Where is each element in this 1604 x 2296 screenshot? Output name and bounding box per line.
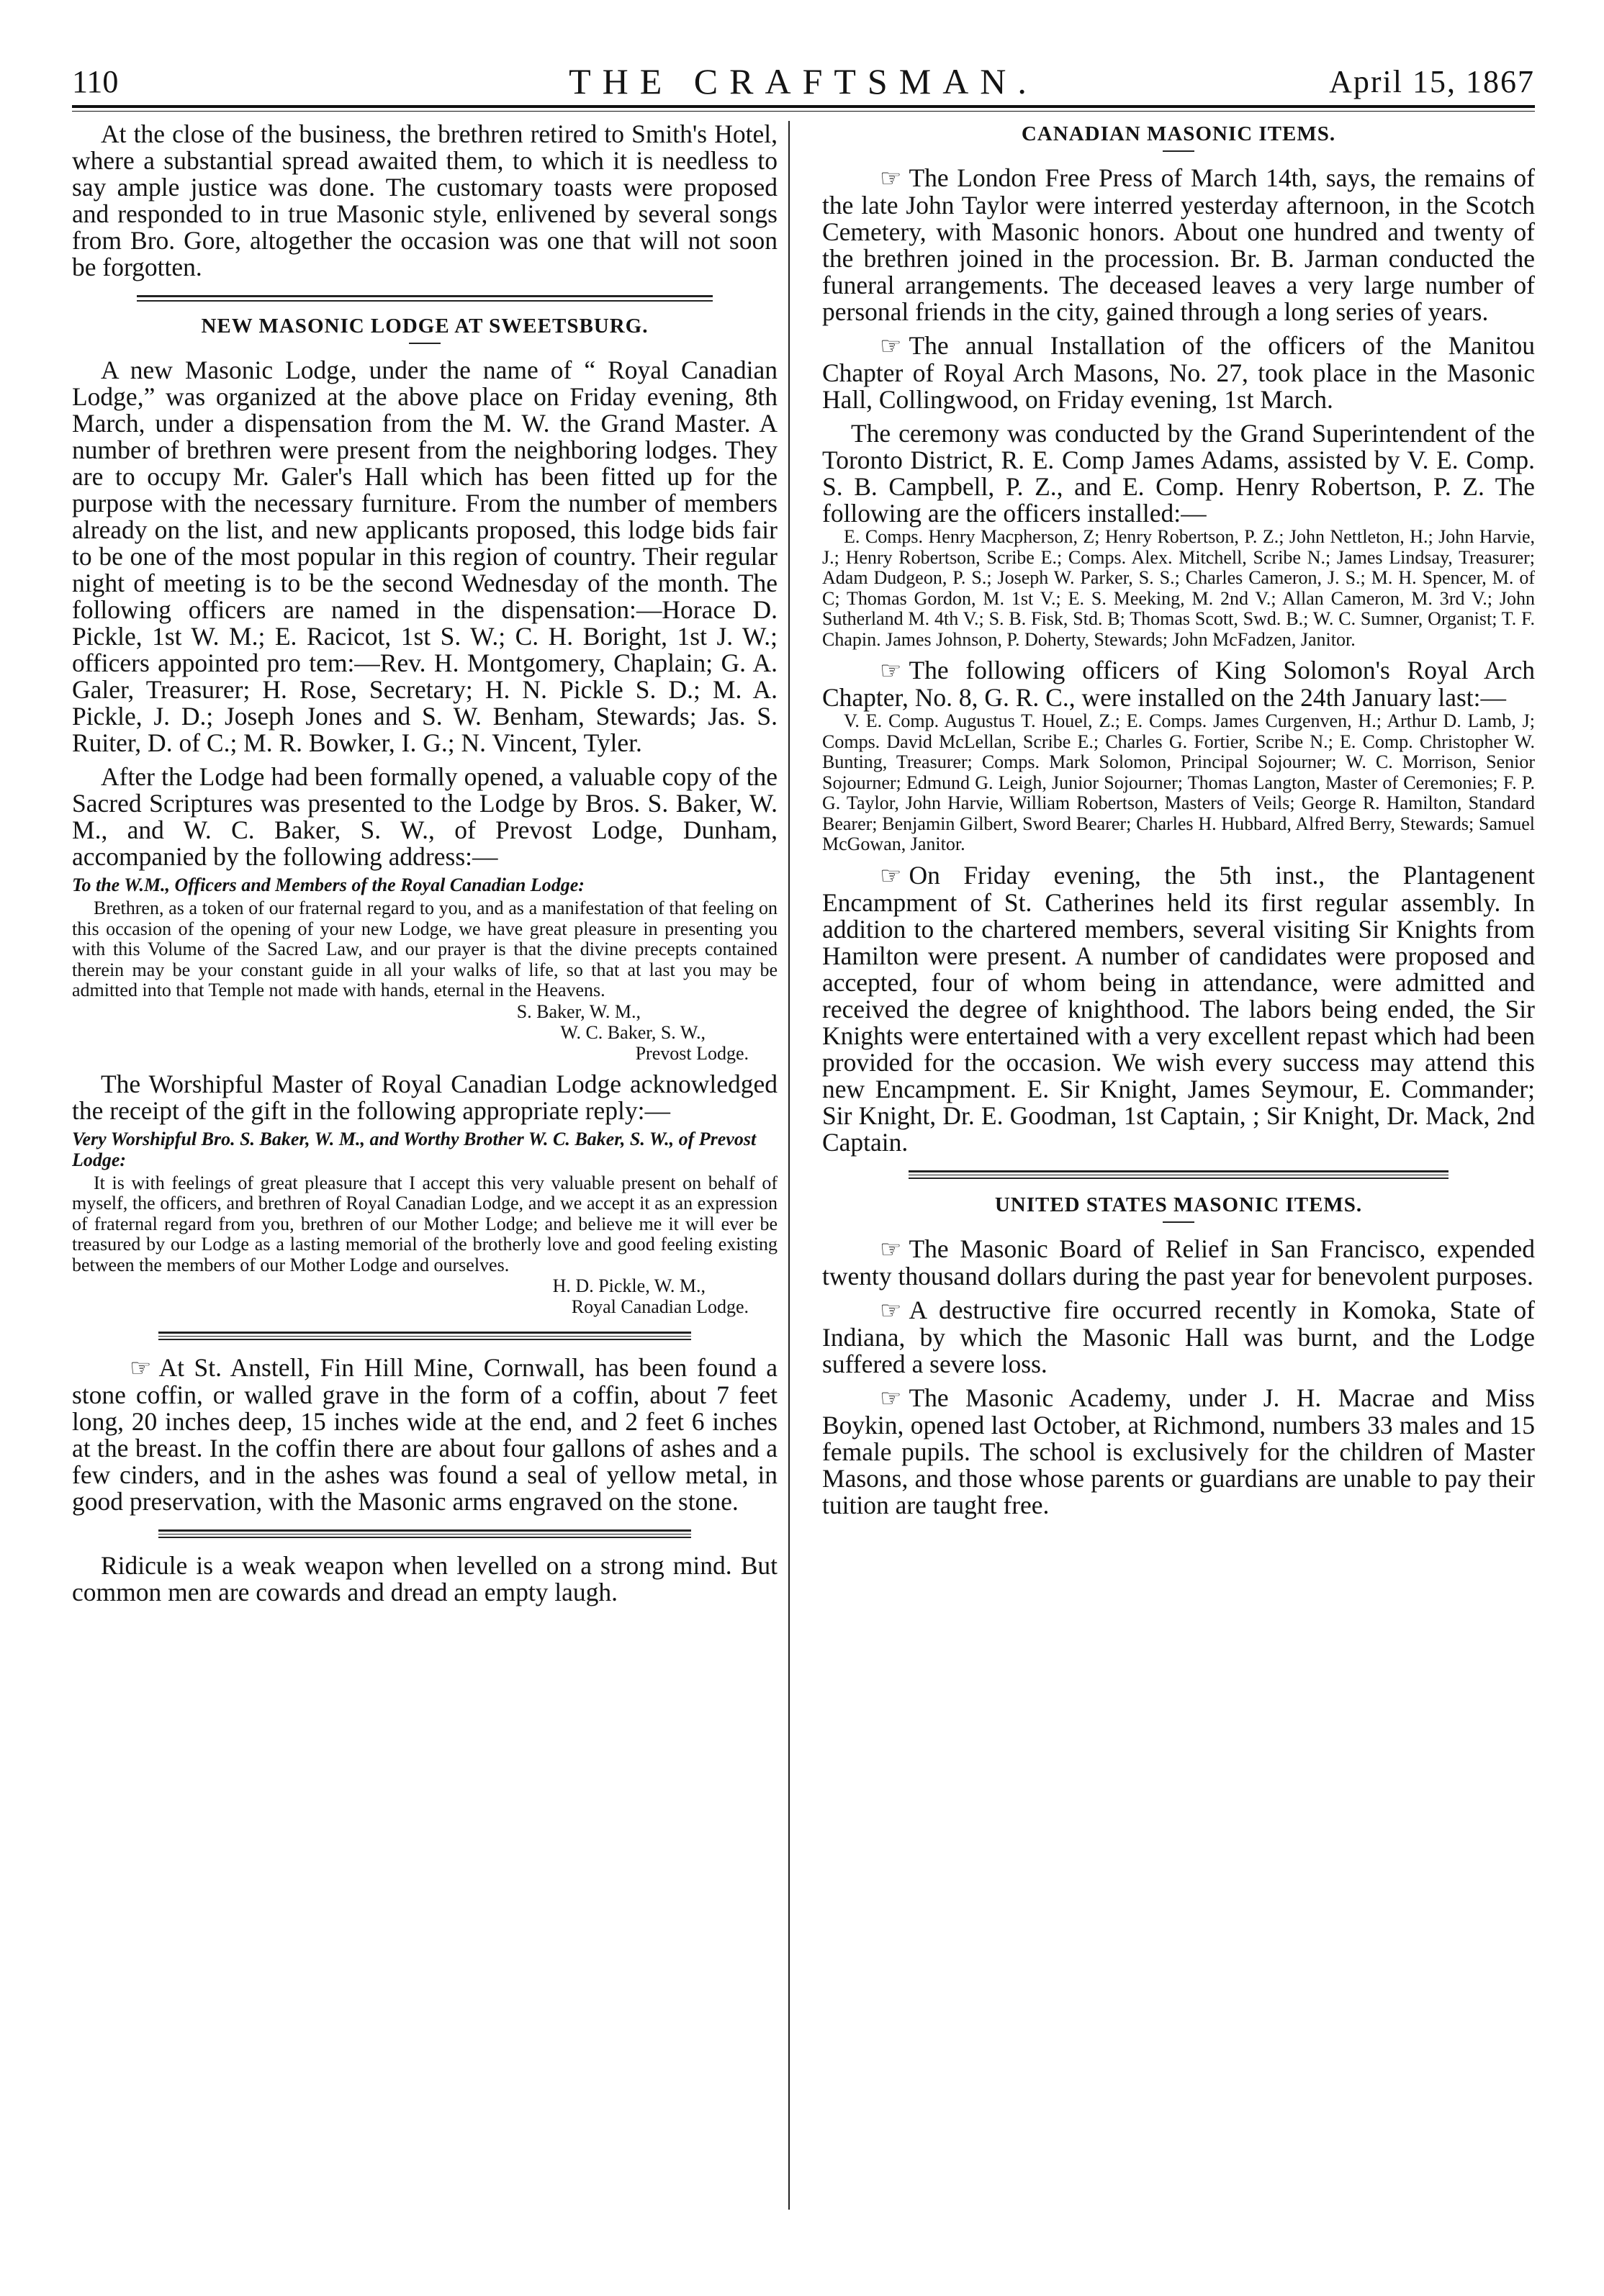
paragraph-stone-coffin: ☞ At St. Anstell, Fin Hill Mine, Cornwall, has been found a stone coffin, or walled grave in the form of a coffin, about 7 feet long, 20 inches deep, 15 inches wide at the end, and 2 feet 6 inches at the breast. In the coffin there are about four gallons of ashes and a few cinders, and in the ashes was found a seal of yellow metal, in good preservation, with the Masonic arms engraved on the stone. xyxy=(72,1353,778,1516)
section-divider xyxy=(158,1332,691,1340)
heading-stub-rule xyxy=(409,343,441,344)
pointing-hand-icon: ☞ xyxy=(880,862,902,890)
signature-line: W. C. Baker, S. W., xyxy=(560,1021,706,1043)
address-body: Brethren, as a token of our fraternal regard to you, and as a manifestation of that feeling on this occasion of the opening of your new Lodge, we have great pleasure in presenting you with this Volume of the Sacred Law, and our prayer is that the divine precepts contained therein may be your constant guide in all your walks of life, so that at last you may be admitted into that Temple not made with hands, eternal in the Heavens. xyxy=(72,898,778,1000)
heading-canadian-items: CANADIAN MASONIC ITEMS. xyxy=(1021,122,1336,145)
paragraph-new-lodge: A new Masonic Lodge, under the name of “ Royal Canadian Lodge,” was organized at the above place on Friday evening, 8th March, under a dispensation from the M. W. the Grand Master. A number of brethren were present from the neighboring lodges. They are to occupy Mr. Galer's Hall which has been fitted up for the purpose with the necessary furniture. From the number of members already on the list, and new applicants proposed, this lodge bids fair to be one of the most popular in this region of country. Their regular night of meeting is to be the second Wednesday of the month. The following officers are named in the dispensation:—Horace D. Pickle, 1st W. M.; E. Racicot, 1st S. W.; C. H. Boright, 1st J. W.; officers appointed pro tem:—Rev. H. Montgomery, Chaplain; G. A. Galer, Treasurer; H. Rose, Secretary; H. N. Pickle S. D.; M. A. Pickle, J. D.; Joseph Jones and S. W. Benham, Stewards; Jas. S. Ruiter, D. of C.; M. R. Bowker, I. G.; N. Vincent, Tyler. xyxy=(72,356,778,757)
pointing-hand-icon: ☞ xyxy=(880,1236,902,1263)
address-signature xyxy=(72,1001,778,1064)
paragraph-london-free-press: ☞ The London Free Press of March 14th, says, the remains of the late John Taylor were interred yesterday afternoon, in the Scotch Cemetery, with Masonic honors. About one hundred and twenty of the brethren joined in the procession. Br. B. Jarman conducted the funeral arrangements. The deceased leaves a very large number of personal friends in the city, gained through a long series of years. xyxy=(822,163,1535,326)
paragraph-ridicule: Ridicule is a weak weapon when levelled on a strong mind. But common men are cowards and dread an empty laugh. xyxy=(72,1551,778,1606)
pointing-hand-icon: ☞ xyxy=(880,658,902,684)
article-columns xyxy=(72,121,1535,2210)
signature-line: Prevost Lodge. xyxy=(635,1042,749,1064)
heading-united-states-items: UNITED STATES MASONIC ITEMS. xyxy=(994,1193,1363,1216)
paragraph-king-solomon: ☞ The following officers of King Solomon's Royal Arch Chapter, No. 8, G. R. C., were installed on the 24th January last:— xyxy=(822,656,1535,712)
paragraph-manitou-chapter: ☞ The annual Installation of the officers of the Manitou Chapter of Royal Arch Masons, No. 27, took place in the Masonic Hall, Collingwood, on Friday evening, 1st March. xyxy=(822,331,1535,414)
reply-salutation: Very Worshipful Bro. S. Baker, W. M., and Worthy Brother W. C. Baker, S. W., of Prevost Lodge: xyxy=(72,1128,757,1170)
right-column xyxy=(822,121,1535,2210)
column-divider xyxy=(788,121,790,2210)
paragraph-plantagenet-encampment: ☞ On Friday evening, the 5th inst., the Plantagenent Encampment of St. Catherines held its first regular assembly. In addition to the chartered members, several visiting Sir Knights from Hamilton were present. A number of candidates were proposed and accepted, four of whom being in attendance, were admitted and received the degree of knighthood. The labors being ended, the Sir Knights were entertained with a very excellent repast which had been provided for the occasion. We wish every success may attend this new Encampment. E. Sir Knight, James Seymour, E. Commander; Sir Knight, Dr. E. Goodman, 1st Captain, ; Sir Knight, Dr. Mack, 2nd Captain. xyxy=(822,860,1535,1157)
left-column xyxy=(72,121,778,2210)
reply-body: It is with feelings of great pleasure that I accept this very valuable present on behalf of myself, the officers, and brethren of Royal Canadian Lodge, and we accept it as an expression of fraternal regard from you, brethren of our Mother Lodge; and believe me it will ever be treasured by our Lodge as a lasting memorial of the brotherly love and good feeling existing between the members of our Mother Lodge and ourselves. xyxy=(72,1172,778,1275)
paragraph-worshipful-master: The Worshipful Master of Royal Canadian Lodge acknowledged the receipt of the gift in the following appropriate reply:— xyxy=(72,1069,778,1125)
section-divider xyxy=(137,295,713,302)
paragraph-masonic-academy: ☞ The Masonic Academy, under J. H. Macrae and Miss Boykin, opened last October, at Richmond, numbers 33 males and 15 female pupils. The school is exclusively for the children of Master Masons, and those whose parents or guardians are unable to pay their tuition are taught free. xyxy=(822,1383,1535,1519)
masthead-rule xyxy=(72,105,1535,112)
pointing-hand-icon: ☞ xyxy=(880,333,902,360)
signature-line: H. D. Pickle, W. M., xyxy=(552,1275,706,1296)
list-manitou-officers: E. Comps. Henry Macpherson, Z; Henry Robertson, P. Z.; John Nettleton, H.; John Harvie, J.; Henry Robertson, Scribe E.; Comps. Alex. Mitchell, Scribe N.; James Lindsay, Treasurer; Adam Dudgeon, P. S.; Joseph W. Parker, S. S.; Charles Cameron, J. S.; M. H. Spencer, M. of C; Thomas Gordon, M. 1st V.; E. S. Meeking, M. 2nd V.; Allan Cameron, M. 3rd V.; John Sutherland M. 4th V.; S. B. Fisk, Std. B; Thomas Scott, Swd. B.; W. C. Sumner, Organist; T. F. Chapin. James Johnson, P. Doherty, Stewards; John McFadzen, Janitor. xyxy=(822,526,1535,650)
paragraph-komoka-fire: ☞ A destructive fire occurred recently in Komoka, State of Indiana, by which the Masonic Hall was burnt, and the Lodge suffered a severe loss. xyxy=(822,1295,1535,1378)
paragraph-ceremony: The ceremony was conducted by the Grand Superintendent of the Toronto District, R. E. Comp James Adams, assisted by V. E. Comp. S. B. Campbell, P. Z., and E. Comp. Henry Robertson, P. Z. The following are the officers installed:— xyxy=(822,419,1535,528)
page-number: 110 xyxy=(72,64,119,99)
section-divider xyxy=(909,1170,1448,1179)
pointing-hand-icon: ☞ xyxy=(130,1355,152,1382)
pointing-hand-icon: ☞ xyxy=(880,1385,902,1412)
paragraph-close-of-business: At the close of the business, the brethren retired to Smith's Hotel, where a substantial spread awaited them, to which it is needless to say ample justice was done. The customary toasts were proposed and responded to in true Masonic style, enlivened by several songs from Bro. Gore, altogether the occasion was one that will not soon be forgotten. xyxy=(72,121,778,281)
pointing-hand-icon: ☞ xyxy=(880,166,902,192)
heading-stub-rule xyxy=(1163,1221,1194,1223)
signature-line: S. Baker, W. M., xyxy=(516,1000,641,1022)
section-divider xyxy=(158,1529,691,1538)
reply-signature xyxy=(72,1275,778,1317)
pointing-hand-icon: ☞ xyxy=(880,1297,902,1324)
masthead xyxy=(72,0,1535,108)
issue-date: April 15, 1867 xyxy=(1329,64,1535,99)
signature-line: Royal Canadian Lodge. xyxy=(571,1296,749,1317)
list-king-solomon-officers: V. E. Comp. Augustus T. Houel, Z.; E. Comps. James Curgenven, H.; Arthur D. Lamb, J; Comps. David McLellan, Scribe E.; Charles G. Fortier, Scribe N.; E. Comp. Christopher W. Bunting, Treasurer; Comps. Mark Solomon, Principal Sojourner; W. C. Morrison, Senior Sojourner; Edmund G. Leigh, Junior Sojourner; Thomas Langton, Master of Ceremonies; F. P. G. Taylor, John Harvie, William Robertson, Masters of Veils; George R. Hamilton, Standard Bearer; Benjamin Gilbert, Sword Bearer; Charles H. Hubbard, Alfred Berry, Stewards; Samuel McGowan, Janitor. xyxy=(822,710,1535,854)
paragraph-san-francisco: ☞ The Masonic Board of Relief in San Francisco, expended twenty thousand dollars during the past year for benevolent purposes. xyxy=(822,1234,1535,1291)
publication-title: THE CRAFTSMAN. xyxy=(569,61,1038,101)
paragraph-after-opening: After the Lodge had been formally opened, a valuable copy of the Sacred Scriptures was presented to the Lodge by Bros. S. Baker, W. M., and W. C. Baker, S. W., of Prevost Lodge, Dunham, accompanied by the following address:— xyxy=(72,762,778,871)
address-salutation: To the W.M., Officers and Members of the Royal Canadian Lodge: xyxy=(72,874,585,895)
heading-sweetsburg: NEW MASONIC LODGE AT SWEETSBURG. xyxy=(201,315,649,338)
heading-stub-rule xyxy=(1163,150,1194,152)
